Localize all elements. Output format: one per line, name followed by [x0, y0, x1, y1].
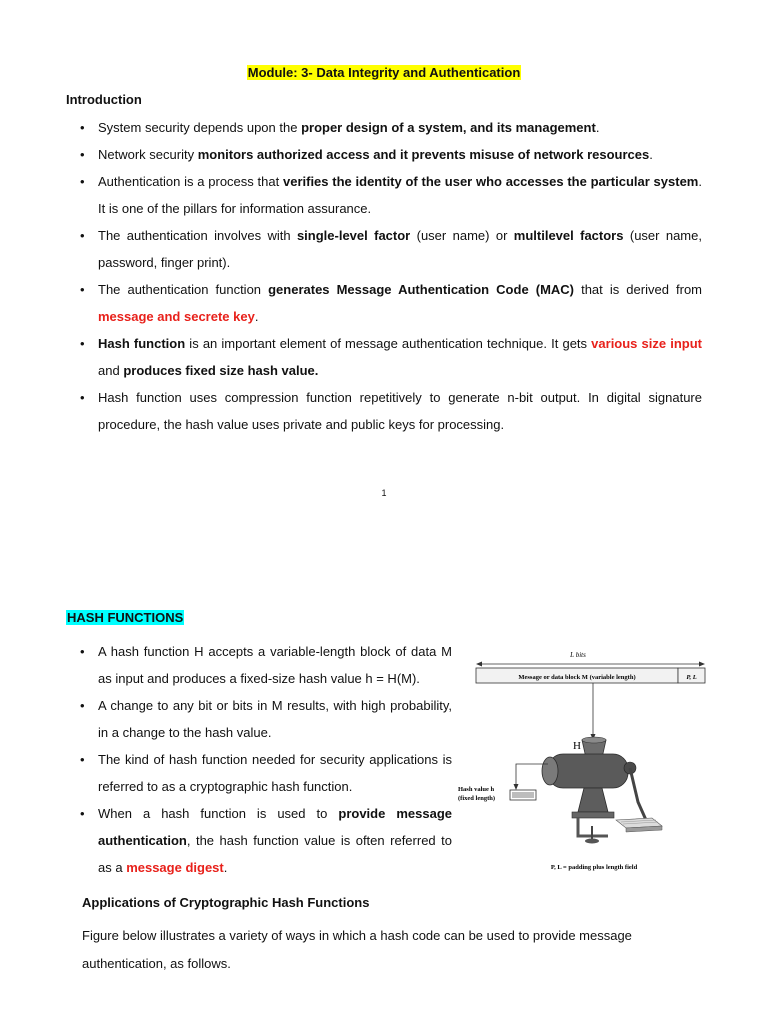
page-number: 1	[381, 488, 387, 498]
padding-label: P, L	[686, 674, 697, 681]
hash-function-bullet-list	[66, 638, 452, 881]
hash-functions-heading	[66, 610, 184, 625]
figure-caption: P, L = padding plus length field	[550, 864, 638, 871]
hash-function-bullet	[66, 692, 452, 746]
bullet-text-run: multilevel factors	[513, 228, 624, 243]
introduction-bullet	[66, 141, 702, 168]
bullet-text-run: System security depends upon the	[98, 120, 302, 135]
bullet-text-run: single-level factor	[296, 228, 411, 243]
message-block-label: Message or data block M (variable length)	[518, 674, 636, 681]
hash-function-bullet	[66, 746, 452, 800]
hash-heading-text: HASH FUNCTIONS	[67, 610, 184, 625]
bullet-text-run: various size input	[591, 336, 702, 351]
introduction-bullet	[66, 114, 702, 141]
introduction-heading: Introduction	[66, 92, 142, 107]
applications-heading: Applications of Cryptographic Hash Functions	[82, 895, 370, 910]
bullet-text-run: monitors authorized access and it prevents misuse of network resources	[197, 147, 650, 162]
page-title	[0, 65, 768, 80]
introduction-bullet	[66, 384, 702, 438]
hash-function-bullet	[66, 800, 452, 881]
hash-value-length-label: (fixed length)	[458, 795, 496, 802]
introduction-bullet-list	[66, 114, 702, 438]
bullet-text-run: . It is one of the pillars for information assurance.	[98, 174, 702, 216]
bullet-text-run: The kind of hash function needed for security applications is referred to as a cryptographic hash function.	[98, 752, 452, 794]
bullet-text-run: Network security	[98, 147, 198, 162]
bullet-text-run: .	[254, 309, 259, 324]
bullet-text-run: that is derived from	[574, 282, 703, 297]
hash-h-label: H	[573, 740, 581, 752]
bullet-text-run: generates Message Authentication Code (MAC)	[268, 282, 575, 297]
bullet-text-run: , the hash function value is often referred to as a	[98, 833, 452, 875]
introduction-bullet	[66, 222, 702, 276]
hash-value-label: Hash value h	[458, 786, 495, 793]
bullet-text-run: A change to any bit or bits in M results, with high probability, in a change to the hash value.	[98, 698, 452, 740]
bullet-text-run: When a hash function is used to	[98, 806, 339, 821]
hash-function-bullet	[66, 638, 452, 692]
bullet-text-run: is an important element of message authentication technique. It gets	[185, 336, 592, 351]
bullet-text-run: proper design of a system, and its management	[301, 120, 596, 135]
bullet-text-run: Hash function	[98, 336, 186, 351]
bullet-text-run: The authentication involves with	[98, 228, 297, 243]
bullet-text-run: A hash function H accepts a variable-length block of data M as input and produces a fixed-size hash value h = H(M).	[98, 644, 452, 686]
bullet-text-run: .	[595, 120, 600, 135]
length-label: L bits	[570, 651, 586, 659]
bullet-text-run: (user name, password, finger print).	[98, 228, 702, 270]
introduction-bullet	[66, 168, 702, 222]
introduction-bullet	[66, 330, 702, 384]
bullet-text-run: .	[649, 147, 653, 162]
bullet-text-run: Authentication is a process that	[98, 174, 283, 189]
bullet-text-run: Hash function uses compression function repetitively to generate n-bit output. In digital signature procedure, the hash value uses private and public keys for processing.	[98, 390, 702, 432]
introduction-bullet	[66, 276, 702, 330]
title-text: Module: 3- Data Integrity and Authentication	[247, 65, 521, 80]
ground-output-icon	[616, 818, 662, 832]
bullet-text-run: produces fixed size hash value.	[123, 363, 319, 378]
bullet-text-run: (user name) or	[410, 228, 514, 243]
bullet-text-run: and	[98, 363, 124, 378]
applications-paragraph: Figure below illustrates a variety of ways in which a hash code can be used to provide message authentication, as follows.	[82, 928, 632, 971]
bullet-text-run: message and secrete key	[98, 309, 255, 324]
bullet-text-run: provide message authentication	[98, 806, 453, 848]
bullet-text-run: message digest	[126, 860, 224, 875]
hash-function-figure	[456, 640, 716, 880]
meat-grinder-diagram	[456, 640, 716, 880]
bullet-text-run: The authentication function	[98, 282, 269, 297]
bullet-text-run: .	[223, 860, 228, 875]
bullet-text-run: verifies the identity of the user who accesses the particular system	[282, 174, 699, 189]
